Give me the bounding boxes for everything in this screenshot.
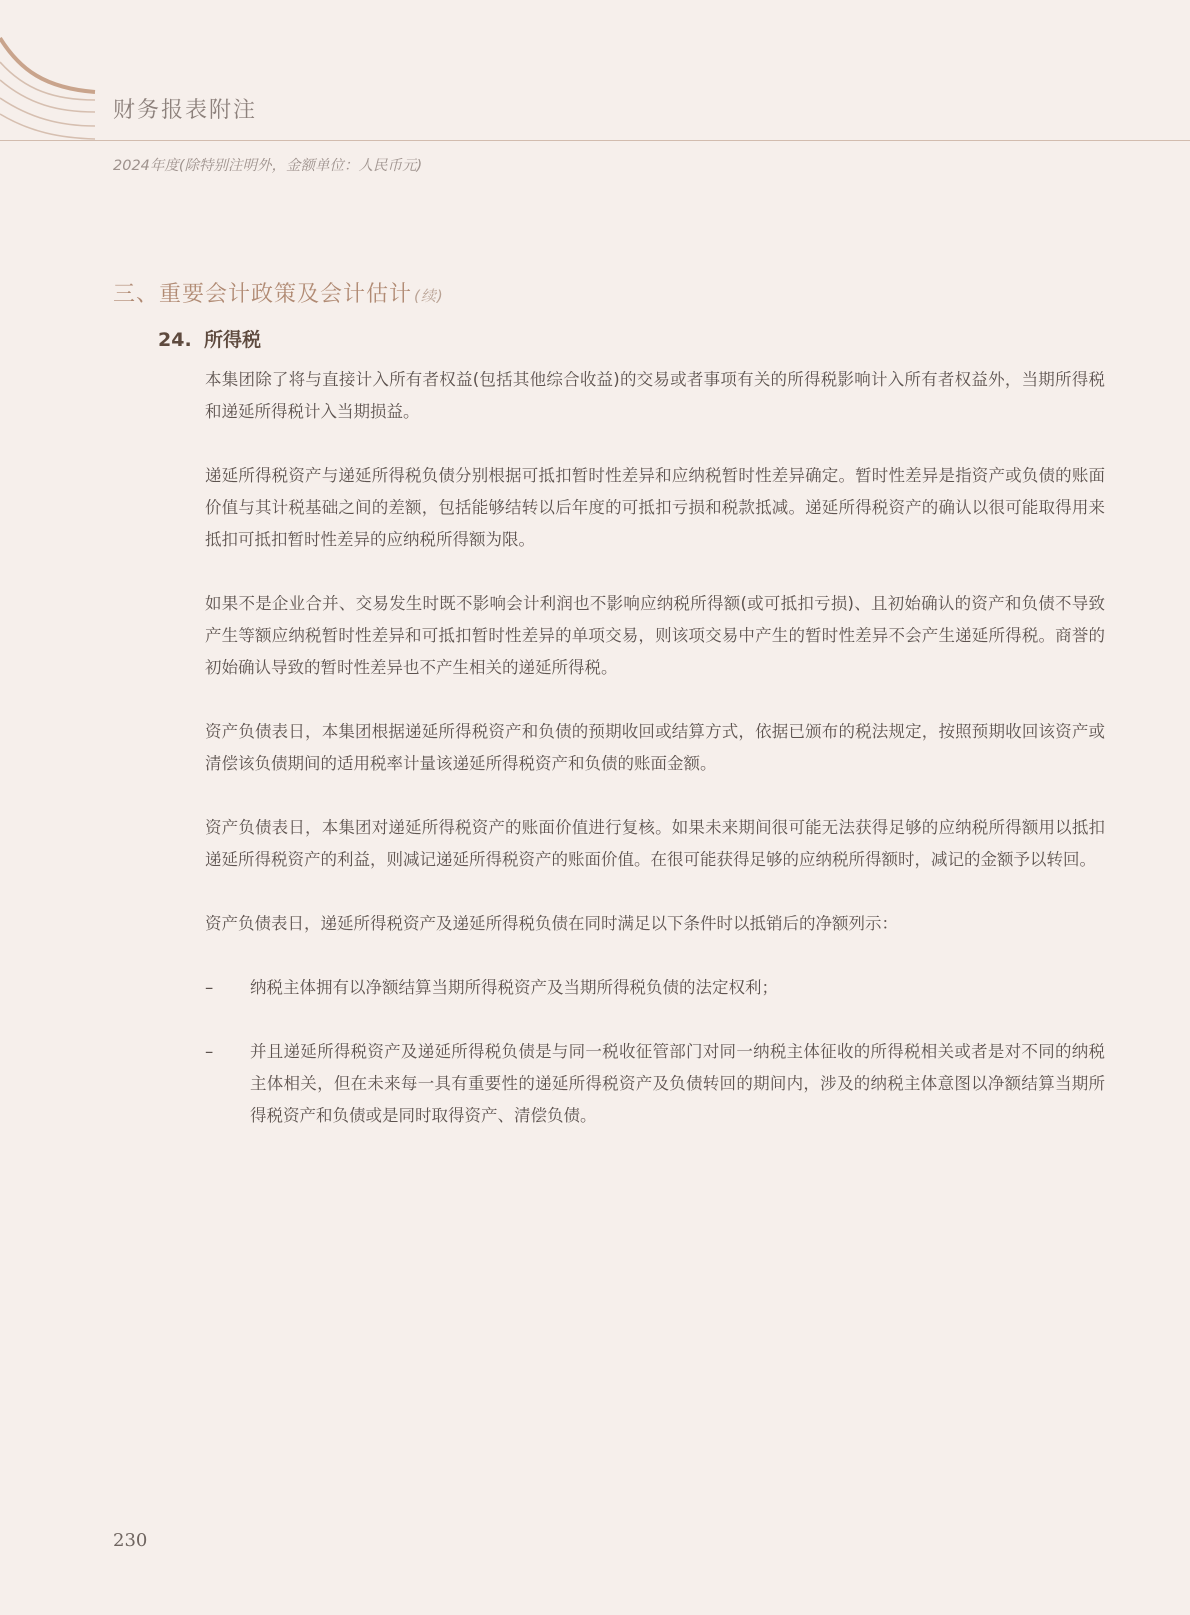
paragraph: 递延所得税资产与递延所得税负债分别根据可抵扣暂时性差异和应纳税暂时性差异确定。暂时性差异是指资产或负债的账面价值与其计税基础之间的差额，包括能够结转以后年度的可抵扣亏损和税款抵减。递延所得税资产的确认以很可能取得用来抵扣可抵扣暂时性差异的应纳税所得额为限。 xyxy=(205,466,1105,549)
bullet-marker: – xyxy=(205,978,214,997)
corner-arc-decoration xyxy=(0,0,110,145)
paragraph: 资产负债表日，本集团对递延所得税资产的账面价值进行复核。如果未来期间很可能无法获得足够的应纳税所得额用以抵扣递延所得税资产的利益，则减记递延所得税资产的账面价值。在很可能获得足够的应纳税所得额时，减记的金额予以转回。 xyxy=(205,818,1105,869)
header-divider xyxy=(0,140,1190,141)
page-number: 230 xyxy=(113,1530,148,1551)
section-continued-label: (续) xyxy=(414,287,444,305)
subsection-title xyxy=(158,325,261,352)
body-text xyxy=(205,364,1105,1164)
bullet-text: 纳税主体拥有以净额结算当期所得税资产及当期所得税负债的法定权利； xyxy=(250,978,778,997)
section-title xyxy=(113,277,444,308)
bullet-marker: – xyxy=(205,1042,214,1061)
paragraph: 本集团除了将与直接计入所有者权益(包括其他综合收益)的交易或者事项有关的所得税影响计入所有者权益外，当期所得税和递延所得税计入当期损益。 xyxy=(205,370,1105,421)
header-title: 财务报表附注 xyxy=(113,98,258,123)
bullet-item xyxy=(205,1036,1105,1132)
bullet-item xyxy=(205,972,1105,1004)
bullet-text: 并且递延所得税资产及递延所得税负债是与同一税收征管部门对同一纳税主体征收的所得税相关或者是对不同的纳税主体相关，但在未来每一具有重要性的递延所得税资产及负债转回的期间内，涉及的纳税主体意图以净额结算当期所得税资产和负债或是同时取得资产、清偿负债。 xyxy=(250,1042,1105,1125)
paragraph: 资产负债表日，递延所得税资产及递延所得税负债在同时满足以下条件时以抵销后的净额列示： xyxy=(205,914,898,933)
subsection-title-text: 所得税 xyxy=(204,329,262,351)
header-subtitle: 2024年度(除特别注明外，金额单位：人民币元) xyxy=(113,158,423,174)
section-title-text: 三、重要会计政策及会计估计 xyxy=(113,282,413,307)
paragraph: 如果不是企业合并、交易发生时既不影响会计利润也不影响应纳税所得额(或可抵扣亏损)、且初始确认的资产和负债不导致产生等额应纳税暂时性差异和可抵扣暂时性差异的单项交易，则该项交易中产生的暂时性差异不会产生递延所得税。商誉的初始确认导致的暂时性差异也不产生相关的递延所得税。 xyxy=(205,594,1105,677)
subsection-number: 24. xyxy=(158,329,192,351)
paragraph: 资产负债表日，本集团根据递延所得税资产和负债的预期收回或结算方式，依据已颁布的税法规定，按照预期收回该资产或清偿该负债期间的适用税率计量该递延所得税资产和负债的账面金额。 xyxy=(205,722,1105,773)
